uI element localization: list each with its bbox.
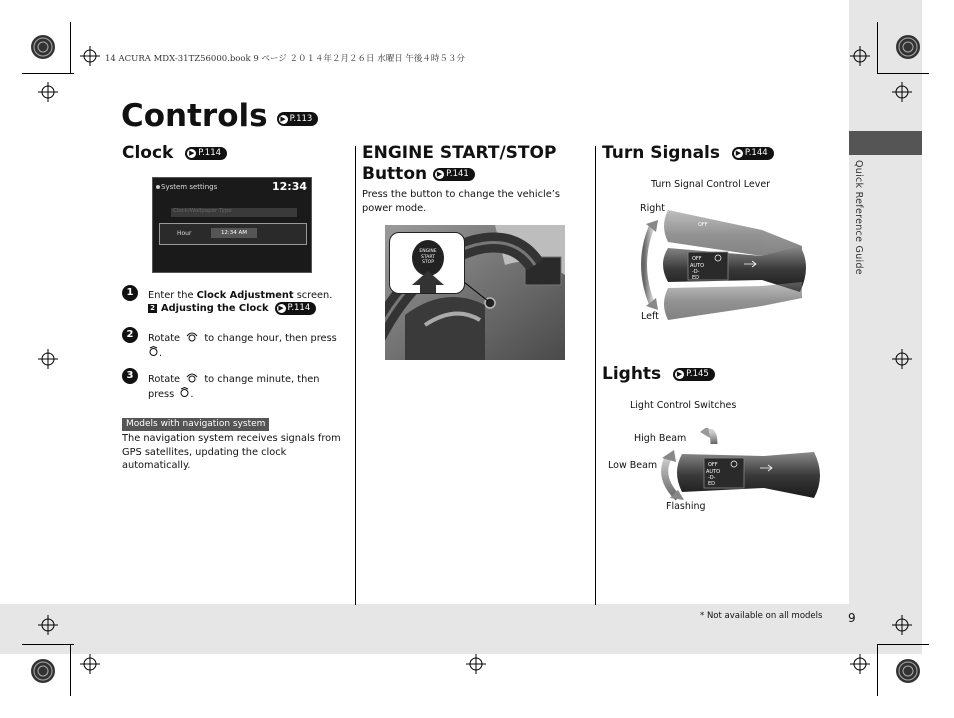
- light-switch-lever-illustration: [654, 428, 824, 502]
- lever-mark: AUTO: [706, 469, 721, 475]
- lever-mark: OFF: [708, 462, 718, 468]
- crop-mark: [22, 644, 74, 645]
- crosshair-icon: [38, 82, 58, 102]
- press-button-icon: [148, 346, 159, 357]
- step-number-2: 2: [122, 327, 138, 343]
- push-arrow-icon: [408, 271, 448, 293]
- step-3-text: [148, 372, 348, 401]
- turn-signals-section-title: [602, 143, 774, 164]
- engine-desc-line: power mode.: [362, 202, 427, 214]
- selector-knob-icon: [186, 372, 198, 383]
- lights-ref-text: P.145: [686, 368, 709, 379]
- lights-title-text: Lights: [602, 364, 662, 384]
- screen-field-label: Hour: [177, 230, 192, 237]
- nav-models-badge: Models with navigation system: [122, 418, 269, 431]
- turn-left-label: Left: [641, 311, 659, 322]
- crosshair-icon: [466, 654, 486, 674]
- engine-ref-link[interactable]: [433, 168, 475, 181]
- crosshair-icon: [38, 615, 58, 635]
- crop-mark: [877, 73, 929, 74]
- step-3-part-d: .: [190, 388, 194, 400]
- engine-section-title: [362, 143, 556, 185]
- clock-ref-link[interactable]: [185, 147, 227, 160]
- page-title-text: Controls: [121, 98, 268, 134]
- page-ref-link[interactable]: [277, 112, 319, 126]
- registration-mark-icon: [28, 32, 58, 62]
- engine-button-label: START: [421, 254, 435, 260]
- crosshair-icon: [850, 46, 870, 66]
- screen-menu-item: Clock/Wallpaper Type: [173, 208, 232, 214]
- crop-mark: [70, 644, 71, 696]
- side-tab-label: Quick Reference Guide: [853, 160, 864, 275]
- screen-header: System settings: [161, 183, 218, 191]
- clock-title-text: Clock: [122, 143, 174, 163]
- crosshair-icon: [850, 654, 870, 674]
- engine-button-callout: [389, 232, 465, 294]
- clock-ref-text: P.114: [198, 147, 222, 158]
- lever-mark: -D-: [692, 269, 700, 275]
- step-2-part-b: to change hour, then press: [204, 333, 337, 344]
- arrow-right-icon: ▶: [735, 148, 742, 157]
- turn-ref-link[interactable]: [732, 147, 774, 160]
- arrow-right-icon: ▶: [189, 148, 195, 157]
- lights-section-title: [602, 364, 715, 385]
- turn-title-text: Turn Signals: [602, 143, 720, 163]
- screen-field-value: 12:34 AM: [211, 228, 257, 238]
- step-3-part-b: to change minute, then: [204, 374, 320, 385]
- engine-button-photo: [385, 225, 565, 360]
- column-divider: [355, 146, 356, 605]
- section-tab[interactable]: [849, 131, 922, 155]
- lights-ref-link[interactable]: [673, 368, 715, 381]
- lever-mark: OFF: [698, 222, 708, 228]
- step-1-ref-text: P.114: [287, 303, 311, 314]
- engine-desc-line: Press the button to change the vehicle’s: [362, 189, 560, 200]
- engine-title-line-2: Button: [362, 164, 428, 184]
- link-arrow-icon: 2: [148, 304, 157, 313]
- registration-mark-icon: [893, 32, 923, 62]
- crosshair-icon: [892, 615, 912, 635]
- step-1-text: [148, 289, 332, 303]
- step-number-3: 3: [122, 368, 138, 384]
- step-1-link-text: Adjusting the Clock: [161, 303, 269, 314]
- nav-description: [122, 432, 341, 473]
- turn-signal-lever-illustration: [632, 206, 812, 324]
- turn-right-label: Right: [640, 203, 666, 214]
- lever-mark: OFF: [692, 256, 702, 262]
- turn-signal-caption: Turn Signal Control Lever: [651, 179, 771, 190]
- nav-text-line: The navigation system receives signals from: [122, 433, 341, 444]
- step-2-text: [148, 331, 348, 360]
- clock-section-title: [122, 143, 227, 164]
- step-3-part-a: Rotate: [148, 374, 181, 385]
- step-1-link[interactable]: [148, 302, 316, 316]
- step-3-part-c: press: [148, 388, 175, 400]
- column-divider: [595, 146, 596, 605]
- lever-mark: -D-: [708, 475, 716, 481]
- footnote: * Not available on all models: [700, 611, 823, 621]
- crosshair-icon: [892, 82, 912, 102]
- page-ref-text: P.113: [289, 113, 313, 124]
- high-beam-label: High Beam: [634, 433, 687, 444]
- low-beam-label: Low Beam: [608, 460, 658, 471]
- nav-text-line: GPS satellites, updating the clock: [122, 446, 287, 458]
- file-info-header: 14 ACURA MDX-31TZ56000.book 9 ページ ２０１４年２月２６日 水曜日 午後４時５３分: [105, 54, 465, 64]
- clock-settings-screen: [152, 177, 312, 273]
- crop-mark: [22, 73, 74, 74]
- press-button-icon: [179, 387, 190, 398]
- crop-mark: [70, 22, 71, 74]
- engine-button-label: STOP: [422, 260, 434, 265]
- step-2-part-c: .: [159, 347, 163, 359]
- crosshair-icon: [892, 349, 912, 369]
- flashing-label: Flashing: [666, 501, 706, 512]
- selector-knob-icon: [186, 331, 198, 342]
- registration-mark-icon: [893, 656, 923, 686]
- crop-mark: [877, 644, 929, 645]
- light-switch-caption: Light Control Switches: [630, 400, 737, 411]
- arrow-right-icon: ▶: [436, 170, 443, 178]
- lever-mark: ED: [692, 275, 700, 281]
- crosshair-icon: [80, 46, 100, 66]
- screen-time: 12:34: [271, 180, 307, 193]
- crop-mark: [877, 644, 878, 696]
- turn-ref-text: P.144: [744, 147, 768, 158]
- engine-button-label: ENGINE: [419, 249, 437, 254]
- step-1-prefix: Enter the: [148, 290, 197, 301]
- lever-mark: AUTO: [690, 263, 705, 269]
- arrow-right-icon: ▶: [280, 114, 286, 123]
- step-number-1: 1: [122, 285, 138, 301]
- engine-title-line-1: ENGINE START/STOP: [362, 143, 557, 163]
- crosshair-icon: [80, 654, 100, 674]
- menu-dot-icon: [156, 185, 160, 189]
- nav-text-line: automatically.: [122, 460, 191, 472]
- page-title: [121, 98, 318, 134]
- engine-ref-text: P.141: [446, 169, 469, 179]
- arrow-right-icon: ▶: [278, 304, 284, 313]
- page-number: 9: [848, 611, 856, 625]
- step-2-part-a: Rotate: [148, 333, 181, 344]
- step-1-bold: Clock Adjustment: [196, 290, 294, 301]
- crop-mark: [877, 22, 878, 74]
- step-1-ref-link[interactable]: [275, 302, 317, 315]
- lever-mark: ED: [708, 481, 716, 487]
- step-1-suffix: screen.: [293, 290, 333, 301]
- registration-mark-icon: [28, 656, 58, 686]
- engine-description: [362, 188, 560, 215]
- crosshair-icon: [38, 349, 58, 369]
- arrow-right-icon: ▶: [676, 369, 683, 378]
